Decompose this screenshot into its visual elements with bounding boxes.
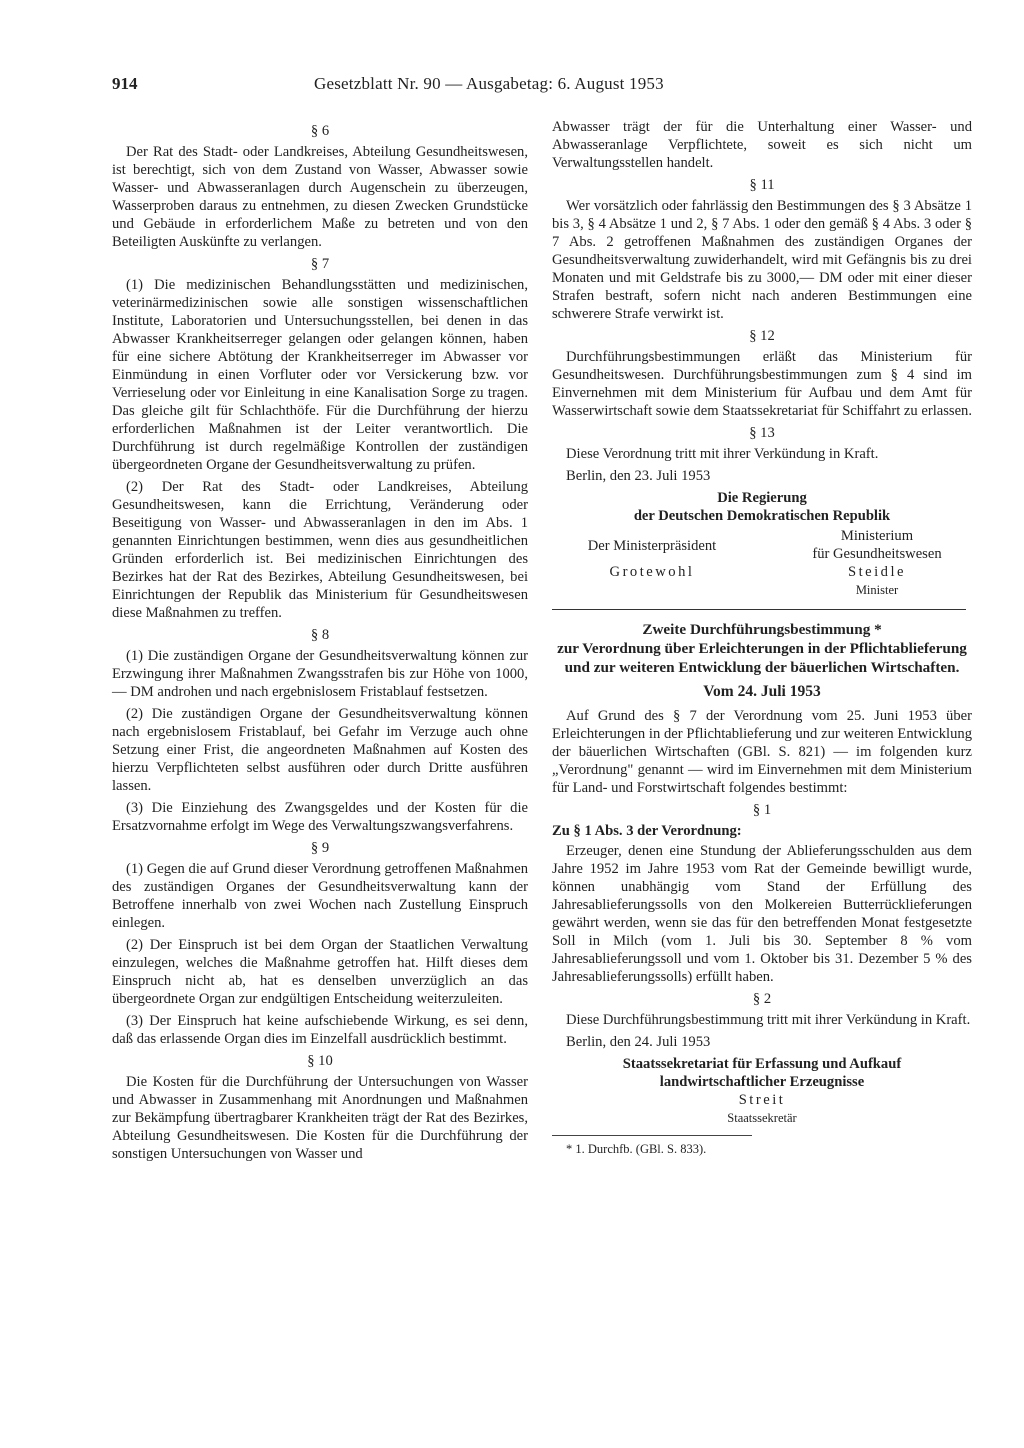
signature-right (782, 527, 972, 599)
authority-line-1: Staatssekretariat für Erfassung und Aufkauf (622, 1056, 902, 1072)
page-header (112, 74, 772, 104)
paragraph: (1) Die medizinischen Behandlungsstätten und medizinischen, veterinärmedizinischen sowie alle sonstigen wissenschaftlichen Institute, Laboratorien und Untersuchungsstellen, bei denen in das Abwasser Krankheitserreger gelangen oder gelangen können, haben für eine sichere Abtötung der Krankheitserreger im Abwasser vor Einmündung in einen Vorfluter oder vor Versickerung bzw. vor Verrieselung oder vor Einleitung in eine Kanalisation Sorge zu tragen. Das gleiche gilt für Schlachthöfe. Für die Durchführung der hierzu erforderlichen Maßnahmen ist der Leiter verantwortlich. Die Durchführung ist durch regelmäßige Kontrollen der zuständigen übergeordneten Organe der Gesundheitsverwaltung zu prüfen. (112, 277, 528, 473)
section-divider (552, 609, 966, 610)
ordinance-title-line-1: Zweite Durchführungsbestimmung * (642, 621, 882, 638)
preamble: Auf Grund des § 7 der Verordnung vom 25. Juni 1953 über Erleichterungen in der Pflichtablieferung und zur weiteren Entwicklung der bäuerlichen Wirtschaften (GBl. S. 821) — im folgenden kurz „Verordnung" genannt — wird im Einvernehmen mit dem Ministerium für Land- und Forstwirtschaft folgendes bestimmt: (552, 708, 972, 796)
section-heading: § 12 (749, 328, 775, 344)
government-line-1: Die Regierung (717, 490, 807, 506)
section-heading: § 13 (749, 425, 775, 441)
signatory-name: Steidle (847, 564, 907, 580)
paragraph-continued: Abwasser trägt der für die Unterhaltung einer Wasser- und Abwasseranlage Verpflichtete, soweit es sich nicht um Verwaltungsstellen handelt. (552, 119, 972, 171)
footnote: * 1. Durchfb. (GBl. S. 833). (566, 1142, 707, 1156)
paragraph: (3) Die Einziehung des Zwangsgeldes und der Kosten für die Ersatzvornahme erfolgt im Wege des Verwaltungszwangsverfahrens. (112, 800, 528, 834)
signatory-title: Der Ministerpräsident (587, 538, 717, 554)
paragraph: (2) Die zuständigen Organe der Gesundheitsverwaltung können nach ergebnislosem Fristablauf, bei Gefahr im Verzuge auch ohne Setzung einer Frist, die angeordneten Maßnahmen auf Kosten des hierzu Verpflichteten selbst ausführen oder durch Dritte ausführen lassen. (112, 706, 528, 794)
ordinance-title (552, 620, 972, 677)
paragraph: (1) Die zuständigen Organe der Gesundheitsverwaltung können zur Erzwingung ihrer Maßnahmen Zwangsstrafen bis zur Höhe von 1000,— DM androhen und nach ergebnislosem Fristablauf festsetzen. (112, 648, 528, 700)
signatory-role: Minister (855, 583, 899, 597)
paragraph: (2) Der Einspruch ist bei dem Organ der Staatlichen Verwaltung einzulegen, welches die Maßnahme getroffen hat. Hilft dieses dem Einspruch nicht ab, hat es denselben unverzüglich an das übergeordnete Organ zur endgültigen Entscheidung weiterzuleiten. (112, 937, 528, 1007)
ordinance-title-line-2: zur Verordnung über Erleichterungen in der Pflichtablieferung und zur weiteren Entwicklung der bäuerlichen Wirtschaften. (557, 640, 967, 676)
paragraph: (2) Der Rat des Stadt- oder Landkreises, Abteilung Gesundheitswesen, kann die Errichtung, Veränderung oder Beseitigung von Wasser- und Abwasseranlagen in den im Abs. 1 genannten Einrichtungen bestimmen, wenn dies aus gesundheitlichen Gründen erforderlich ist. Bei medizinischen Einrichtungen des Bezirkes hat der Rat des Bezirkes, Abteilung Gesundheitswesen, bei Einrichtungen der Republik das Ministerium für Gesundheitswesen diese Maßnahmen zu treffen. (112, 479, 528, 621)
section-heading: § 7 (310, 256, 330, 272)
signatory-role: Staatssekretär (727, 1111, 797, 1125)
paragraph: Die Kosten für die Durchführung der Untersuchungen von Wasser und Abwasser in Zusammenhang mit Anordnungen und Maßnahmen zur Bekämpfung übertragbarer Krankheiten trägt der Rat des Bezirkes, Abteilung Gesundheitswesen. Die Kosten für die Durchführung der sonstigen Untersuchungen von Wasser und (112, 1074, 528, 1162)
signatory-name: Grotewohl (609, 564, 695, 580)
paragraph: (1) Gegen die auf Grund dieser Verordnung getroffenen Maßnahmen des zuständigen Organes der Gesundheitsverwaltung kann der Betroffene innerhalb von zwei Wochen nach Zustellung Einspruch einlegen. (112, 861, 528, 931)
header-title: Gesetzblatt Nr. 90 — Ausgabetag: 6. August 1953 (314, 74, 664, 93)
section-heading: § 11 (749, 177, 775, 193)
paragraph: Durchführungsbestimmungen erläßt das Ministerium für Gesundheitswesen. Durchführungsbestimmungen zum § 4 sind im Einvernehmen mit dem Ministerium für Aufbau und dem Amt für Wasserwirtschaft sowie dem Staatssekretariat für Schiffahrt zu erlassen. (552, 349, 973, 419)
place-date: Berlin, den 23. Juli 1953 (566, 468, 711, 484)
authority-line-2: landwirtschaftlicher Erzeugnisse (659, 1074, 865, 1090)
left-column (112, 118, 528, 1167)
government-line-2: der Deutschen Demokratischen Republik (633, 508, 891, 524)
section-heading: § 10 (307, 1053, 333, 1069)
paragraph: Diese Verordnung tritt mit ihrer Verkündung in Kraft. (566, 446, 879, 462)
right-column (552, 118, 972, 1158)
section-heading: § 8 (310, 627, 330, 643)
section-heading: § 1 (752, 802, 772, 818)
section-subheading: Zu § 1 Abs. 3 der Verordnung: (552, 823, 742, 839)
section-heading: § 2 (752, 991, 772, 1007)
paragraph: Der Rat des Stadt- oder Landkreises, Abteilung Gesundheitswesen, ist berechtigt, sich von dem Zustand von Wasser, Abwasser sowie Wasser- und Abwasseranlagen durch Augenschein zu überzeugen, Wasserproben daraus zu entnehmen, zu diesen Zwecken Grundstücke und Gebäude in erforderlichem Maße zu betreten und von den Beteiligten Auskünfte zu verlangen. (112, 144, 528, 250)
paragraph: Erzeuger, denen eine Stundung der Ablieferungsschulden aus dem Jahre 1952 im Jahre 1953 vom Rat der Gemeinde bewilligt wurde, können unabhängig vom Stand der Erfüllung des Jahresablieferungssolls von den Molkereien Butterrücklieferungen gewährt werden, wenn sie das für den betreffenden Monat festgesetzte Soll in Milch (vom 1. Juli bis 30. September 8 % vom Jahresablieferungssoll und vom 1. Oktober bis 31. Dezember 5 % des Jahresablieferungssolls) erfüllt haben. (552, 843, 972, 985)
section-heading: § 6 (310, 123, 330, 139)
signature-row (552, 527, 972, 599)
page-number: 914 (112, 74, 138, 93)
section-heading: § 9 (310, 840, 330, 856)
footnote-rule (552, 1135, 752, 1136)
signatory-title: Ministerium (840, 528, 914, 544)
paragraph: (3) Der Einspruch hat keine aufschiebende Wirkung, es sei denn, daß das erlassende Organ dies im Einzelfall ausdrücklich bestimmt. (112, 1013, 528, 1047)
signature-left (552, 527, 752, 581)
signatory-name: Streit (738, 1092, 786, 1108)
ordinance-date: Vom 24. Juli 1953 (703, 683, 821, 700)
signatory-title: für Gesundheitswesen (812, 546, 942, 562)
place-date: Berlin, den 24. Juli 1953 (566, 1034, 711, 1050)
paragraph: Diese Durchführungsbestimmung tritt mit ihrer Verkündung in Kraft. (566, 1012, 971, 1028)
paragraph: Wer vorsätzlich oder fahrlässig den Bestimmungen des § 3 Absätze 1 bis 3, § 4 Absätze 1 und 2, § 7 Abs. 1 oder den gemäß § 4 Abs. 3 oder § 7 Abs. 2 getroffenen Maßnahmen des zuständigen Organes der Gesundheitsverwaltung zuwiderhandelt, wird mit Gefängnis bis zu drei Monaten und mit Geldstrafe bis zu 3000,— DM oder mit einer dieser Strafen bestraft, sofern nicht nach anderen Bestimmungen eine schwerere Strafe verwirkt ist. (552, 198, 972, 322)
